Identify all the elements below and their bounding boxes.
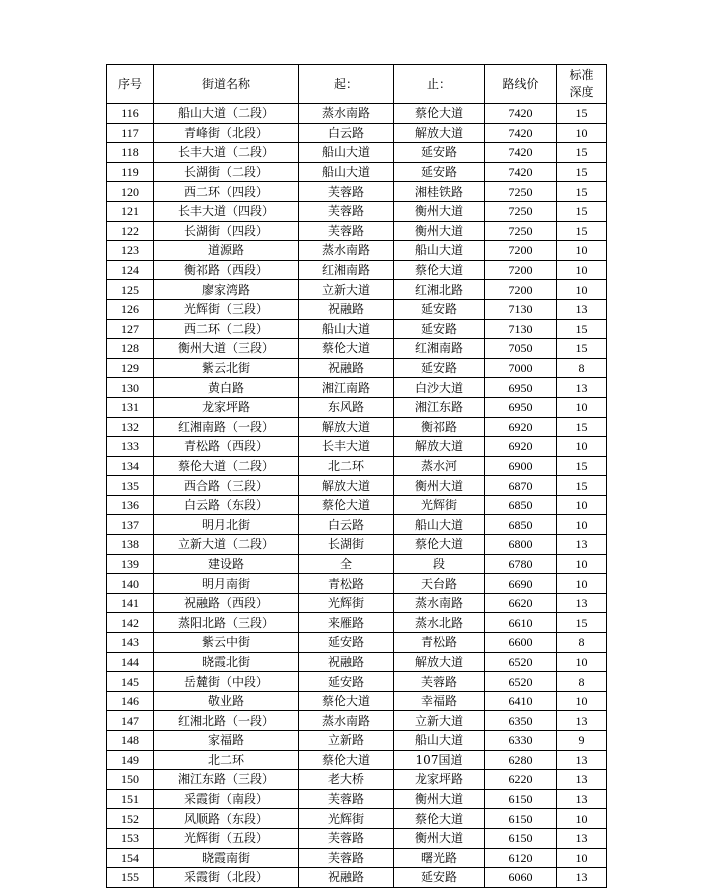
street-name-cell: 白云路（东段） [154,495,299,515]
start-road-cell: 延安路 [299,633,394,653]
street-name-cell: 建设路 [154,554,299,574]
row-index-cell: 132 [107,417,154,437]
row-index-cell: 137 [107,515,154,535]
standard-depth-cell: 8 [557,672,607,692]
route-price-cell: 6060 [485,868,557,888]
street-name-cell: 采霞街（北段） [154,868,299,888]
end-road-cell: 芙蓉路 [394,672,485,692]
table-row [107,495,607,515]
end-road-cell: 立新大道 [394,711,485,731]
table-row [107,104,607,124]
row-index-cell: 133 [107,437,154,457]
end-road-cell: 延安路 [394,868,485,888]
table-row [107,437,607,457]
street-name-cell: 北二环 [154,750,299,770]
standard-depth-cell: 10 [557,495,607,515]
standard-depth-cell: 9 [557,731,607,751]
row-index-cell: 136 [107,495,154,515]
route-price-cell: 6920 [485,437,557,457]
end-road-cell: 湘桂铁路 [394,182,485,202]
start-road-cell: 蔡伦大道 [299,750,394,770]
header-street-name: 街道名称 [154,65,299,104]
start-road-cell: 长丰大道 [299,437,394,457]
row-index-cell: 145 [107,672,154,692]
end-road-cell: 船山大道 [394,731,485,751]
street-name-cell: 长湖街（四段） [154,221,299,241]
end-road-cell: 解放大道 [394,652,485,672]
table-row [107,691,607,711]
standard-depth-cell: 13 [557,750,607,770]
start-road-cell: 立新大道 [299,280,394,300]
route-price-cell: 7420 [485,123,557,143]
end-road-cell: 衡州大道 [394,789,485,809]
street-name-cell: 船山大道（二段） [154,104,299,124]
row-index-cell: 123 [107,241,154,261]
row-index-cell: 128 [107,339,154,359]
standard-depth-cell: 13 [557,828,607,848]
row-index-cell: 138 [107,535,154,555]
route-price-cell: 7000 [485,358,557,378]
standard-depth-cell: 13 [557,378,607,398]
end-road-cell: 红湘北路 [394,280,485,300]
row-index-cell: 142 [107,613,154,633]
street-name-cell: 采霞街（南段） [154,789,299,809]
start-road-cell: 船山大道 [299,319,394,339]
end-road-cell: 衡州大道 [394,476,485,496]
row-index-cell: 149 [107,750,154,770]
route-price-cell: 6900 [485,456,557,476]
standard-depth-cell: 15 [557,221,607,241]
start-road-cell: 全 [299,554,394,574]
end-road-cell: 延安路 [394,358,485,378]
street-name-cell: 红湘北路（一段） [154,711,299,731]
row-index-cell: 117 [107,123,154,143]
table-row [107,574,607,594]
route-price-cell: 6850 [485,515,557,535]
table-row [107,554,607,574]
standard-depth-cell: 10 [557,691,607,711]
standard-depth-cell: 10 [557,809,607,829]
street-name-cell: 衡州大道（三段） [154,339,299,359]
table-body [107,104,607,888]
start-road-cell: 青松路 [299,574,394,594]
table-row [107,731,607,751]
row-index-cell: 153 [107,828,154,848]
end-road-cell: 蒸水河 [394,456,485,476]
route-price-cell: 7200 [485,280,557,300]
route-price-cell: 6150 [485,809,557,829]
standard-depth-cell: 15 [557,162,607,182]
street-name-cell: 敬业路 [154,691,299,711]
street-name-cell: 龙家坪路 [154,397,299,417]
standard-depth-cell: 13 [557,535,607,555]
street-name-cell: 家福路 [154,731,299,751]
route-price-cell: 7420 [485,143,557,163]
route-price-cell: 7250 [485,182,557,202]
end-road-cell: 蒸水南路 [394,593,485,613]
row-index-cell: 148 [107,731,154,751]
standard-depth-cell: 10 [557,397,607,417]
table-row [107,476,607,496]
table-row [107,868,607,888]
start-road-cell: 芙蓉路 [299,848,394,868]
table-row [107,750,607,770]
street-name-cell: 青峰街（北段） [154,123,299,143]
row-index-cell: 134 [107,456,154,476]
row-index-cell: 154 [107,848,154,868]
street-name-cell: 黄白路 [154,378,299,398]
standard-depth-cell: 15 [557,143,607,163]
street-name-cell: 立新大道（二段） [154,535,299,555]
end-road-cell: 白沙大道 [394,378,485,398]
standard-depth-cell: 10 [557,280,607,300]
start-road-cell: 长湖街 [299,535,394,555]
start-road-cell: 立新路 [299,731,394,751]
end-road-cell: 衡州大道 [394,201,485,221]
start-road-cell: 白云路 [299,123,394,143]
start-road-cell: 芙蓉路 [299,789,394,809]
row-index-cell: 125 [107,280,154,300]
standard-depth-cell: 10 [557,123,607,143]
table-row [107,280,607,300]
table-row [107,162,607,182]
route-price-cell: 6520 [485,672,557,692]
standard-depth-cell: 13 [557,593,607,613]
header-standard-depth [557,65,607,104]
table-header-row [107,65,607,104]
route-price-cell: 7250 [485,221,557,241]
start-road-cell: 来雁路 [299,613,394,633]
standard-depth-cell: 13 [557,868,607,888]
standard-depth-cell: 8 [557,358,607,378]
route-price-cell: 6410 [485,691,557,711]
end-road-cell: 延安路 [394,143,485,163]
row-index-cell: 119 [107,162,154,182]
table-row [107,515,607,535]
start-road-cell: 解放大道 [299,476,394,496]
end-road-cell: 蒸水北路 [394,613,485,633]
header-route-price: 路线价 [485,65,557,104]
street-name-cell: 长湖街（二段） [154,162,299,182]
table-row [107,828,607,848]
street-name-cell: 明月南街 [154,574,299,594]
start-road-cell: 蔡伦大道 [299,495,394,515]
standard-depth-cell: 10 [557,554,607,574]
table-row [107,456,607,476]
header-standard-depth-line1: 标准 [569,68,594,82]
table-row [107,241,607,261]
standard-depth-cell: 10 [557,652,607,672]
start-road-cell: 光辉街 [299,809,394,829]
route-price-cell: 6610 [485,613,557,633]
street-name-cell: 长丰大道（四段） [154,201,299,221]
end-road-cell: 光辉街 [394,495,485,515]
start-road-cell: 延安路 [299,672,394,692]
street-name-cell: 蒸阳北路（三段） [154,613,299,633]
start-road-cell: 东风路 [299,397,394,417]
end-road-cell: 天台路 [394,574,485,594]
street-name-cell: 岳麓街（中段） [154,672,299,692]
street-name-cell: 西二环（二段） [154,319,299,339]
start-road-cell: 红湘南路 [299,260,394,280]
table-row [107,789,607,809]
end-road-cell: 蔡伦大道 [394,809,485,829]
table-row [107,143,607,163]
row-index-cell: 116 [107,104,154,124]
route-price-cell: 7130 [485,319,557,339]
standard-depth-cell: 15 [557,339,607,359]
row-index-cell: 120 [107,182,154,202]
row-index-cell: 135 [107,476,154,496]
row-index-cell: 143 [107,633,154,653]
route-price-cell: 6220 [485,770,557,790]
row-index-cell: 140 [107,574,154,594]
street-name-cell: 衡祁路（西段） [154,260,299,280]
street-name-cell: 青松路（西段） [154,437,299,457]
start-road-cell: 白云路 [299,515,394,535]
route-price-cell: 7130 [485,299,557,319]
table-row [107,319,607,339]
standard-depth-cell: 13 [557,770,607,790]
standard-depth-cell: 10 [557,437,607,457]
table-row [107,672,607,692]
street-name-cell: 红湘南路（一段） [154,417,299,437]
street-name-cell: 光辉街（三段） [154,299,299,319]
table-row [107,221,607,241]
table-row [107,299,607,319]
table-row [107,809,607,829]
end-road-cell: 衡州大道 [394,221,485,241]
end-road-cell: 船山大道 [394,515,485,535]
start-road-cell: 蒸水南路 [299,104,394,124]
row-index-cell: 118 [107,143,154,163]
table-row [107,848,607,868]
header-index: 序号 [107,65,154,104]
street-name-cell: 紫云中街 [154,633,299,653]
end-road-cell: 曙光路 [394,848,485,868]
standard-depth-cell: 15 [557,476,607,496]
table-row [107,123,607,143]
route-price-cell: 6600 [485,633,557,653]
standard-depth-cell: 15 [557,456,607,476]
route-price-cell: 6920 [485,417,557,437]
start-road-cell: 祝融路 [299,299,394,319]
end-road-cell: 衡州大道 [394,828,485,848]
row-index-cell: 152 [107,809,154,829]
header-to: 止： [394,65,485,104]
table-row [107,378,607,398]
start-road-cell: 祝融路 [299,358,394,378]
street-name-cell: 西二环（四段） [154,182,299,202]
row-index-cell: 141 [107,593,154,613]
standard-depth-cell: 10 [557,241,607,261]
row-index-cell: 144 [107,652,154,672]
route-price-cell: 6280 [485,750,557,770]
standard-depth-cell: 13 [557,789,607,809]
start-road-cell: 解放大道 [299,417,394,437]
end-road-cell: 衡祁路 [394,417,485,437]
end-road-cell: 船山大道 [394,241,485,261]
street-name-cell: 风顺路（东段） [154,809,299,829]
table-row [107,652,607,672]
route-price-cell: 6690 [485,574,557,594]
row-index-cell: 122 [107,221,154,241]
street-name-cell: 蔡伦大道（二段） [154,456,299,476]
standard-depth-cell: 8 [557,633,607,653]
route-price-cell: 6150 [485,828,557,848]
end-road-cell: 延安路 [394,319,485,339]
end-road-cell: 蔡伦大道 [394,104,485,124]
standard-depth-cell: 10 [557,260,607,280]
standard-depth-cell: 10 [557,848,607,868]
table-row [107,613,607,633]
route-price-cell: 6520 [485,652,557,672]
end-road-cell: 幸福路 [394,691,485,711]
standard-depth-cell: 15 [557,104,607,124]
table-row [107,201,607,221]
row-index-cell: 121 [107,201,154,221]
standard-depth-cell: 13 [557,711,607,731]
table-row [107,535,607,555]
start-road-cell: 船山大道 [299,162,394,182]
route-price-cell: 7050 [485,339,557,359]
route-price-cell: 6330 [485,731,557,751]
row-index-cell: 124 [107,260,154,280]
route-price-cell: 7420 [485,104,557,124]
table-row [107,397,607,417]
standard-depth-cell: 10 [557,574,607,594]
row-index-cell: 146 [107,691,154,711]
route-price-cell: 6120 [485,848,557,868]
start-road-cell: 船山大道 [299,143,394,163]
end-road-cell: 解放大道 [394,437,485,457]
row-index-cell: 139 [107,554,154,574]
street-name-cell: 道源路 [154,241,299,261]
end-road-cell: 红湘南路 [394,339,485,359]
route-price-cell: 6870 [485,476,557,496]
start-road-cell: 祝融路 [299,868,394,888]
row-index-cell: 155 [107,868,154,888]
table-row [107,770,607,790]
end-road-cell: 蔡伦大道 [394,535,485,555]
route-price-cell: 7200 [485,260,557,280]
end-road-cell: 湘江东路 [394,397,485,417]
street-name-cell: 晓霞南街 [154,848,299,868]
standard-depth-cell: 15 [557,417,607,437]
end-road-cell: 青松路 [394,633,485,653]
end-road-cell: 蔡伦大道 [394,260,485,280]
row-index-cell: 150 [107,770,154,790]
standard-depth-cell: 13 [557,299,607,319]
standard-depth-cell: 15 [557,182,607,202]
route-price-cell: 6850 [485,495,557,515]
end-road-cell: 龙家坪路 [394,770,485,790]
end-road-cell: 解放大道 [394,123,485,143]
start-road-cell: 芙蓉路 [299,182,394,202]
street-name-cell: 长丰大道（二段） [154,143,299,163]
route-price-cell: 6350 [485,711,557,731]
start-road-cell: 蔡伦大道 [299,339,394,359]
table-row [107,358,607,378]
start-road-cell: 蔡伦大道 [299,691,394,711]
street-name-cell: 祝融路（西段） [154,593,299,613]
table-row [107,711,607,731]
route-price-cell: 6950 [485,378,557,398]
route-price-cell: 7250 [485,201,557,221]
table-row [107,633,607,653]
start-road-cell: 芙蓉路 [299,828,394,848]
table-row [107,593,607,613]
row-index-cell: 129 [107,358,154,378]
route-price-cell: 7200 [485,241,557,261]
street-name-cell: 湘江东路（三段） [154,770,299,790]
start-road-cell: 祝融路 [299,652,394,672]
standard-depth-cell: 15 [557,319,607,339]
table-row [107,417,607,437]
table-row [107,260,607,280]
route-price-cell: 6950 [485,397,557,417]
road-price-table [106,64,607,888]
street-name-cell: 晓霞北街 [154,652,299,672]
end-road-cell: 段 [394,554,485,574]
route-price-cell: 6620 [485,593,557,613]
end-road-cell: 延安路 [394,299,485,319]
street-name-cell: 紫云北街 [154,358,299,378]
route-price-cell: 6800 [485,535,557,555]
row-index-cell: 127 [107,319,154,339]
street-name-cell: 西合路（三段） [154,476,299,496]
table-row [107,182,607,202]
row-index-cell: 126 [107,299,154,319]
start-road-cell: 蒸水南路 [299,241,394,261]
header-standard-depth-line2: 深度 [569,85,594,99]
street-name-cell: 廖家湾路 [154,280,299,300]
start-road-cell: 湘江南路 [299,378,394,398]
row-index-cell: 130 [107,378,154,398]
street-name-cell: 光辉街（五段） [154,828,299,848]
start-road-cell: 北二环 [299,456,394,476]
route-price-cell: 6780 [485,554,557,574]
end-road-cell: 107国道 [394,750,485,770]
header-from: 起： [299,65,394,104]
standard-depth-cell: 10 [557,515,607,535]
start-road-cell: 光辉街 [299,593,394,613]
end-road-cell: 延安路 [394,162,485,182]
start-road-cell: 老大桥 [299,770,394,790]
standard-depth-cell: 15 [557,201,607,221]
street-name-cell: 明月北街 [154,515,299,535]
start-road-cell: 蒸水南路 [299,711,394,731]
table-row [107,339,607,359]
route-price-cell: 6150 [485,789,557,809]
row-index-cell: 131 [107,397,154,417]
row-index-cell: 151 [107,789,154,809]
start-road-cell: 芙蓉路 [299,221,394,241]
standard-depth-cell: 15 [557,613,607,633]
route-price-cell: 7420 [485,162,557,182]
start-road-cell: 芙蓉路 [299,201,394,221]
row-index-cell: 147 [107,711,154,731]
